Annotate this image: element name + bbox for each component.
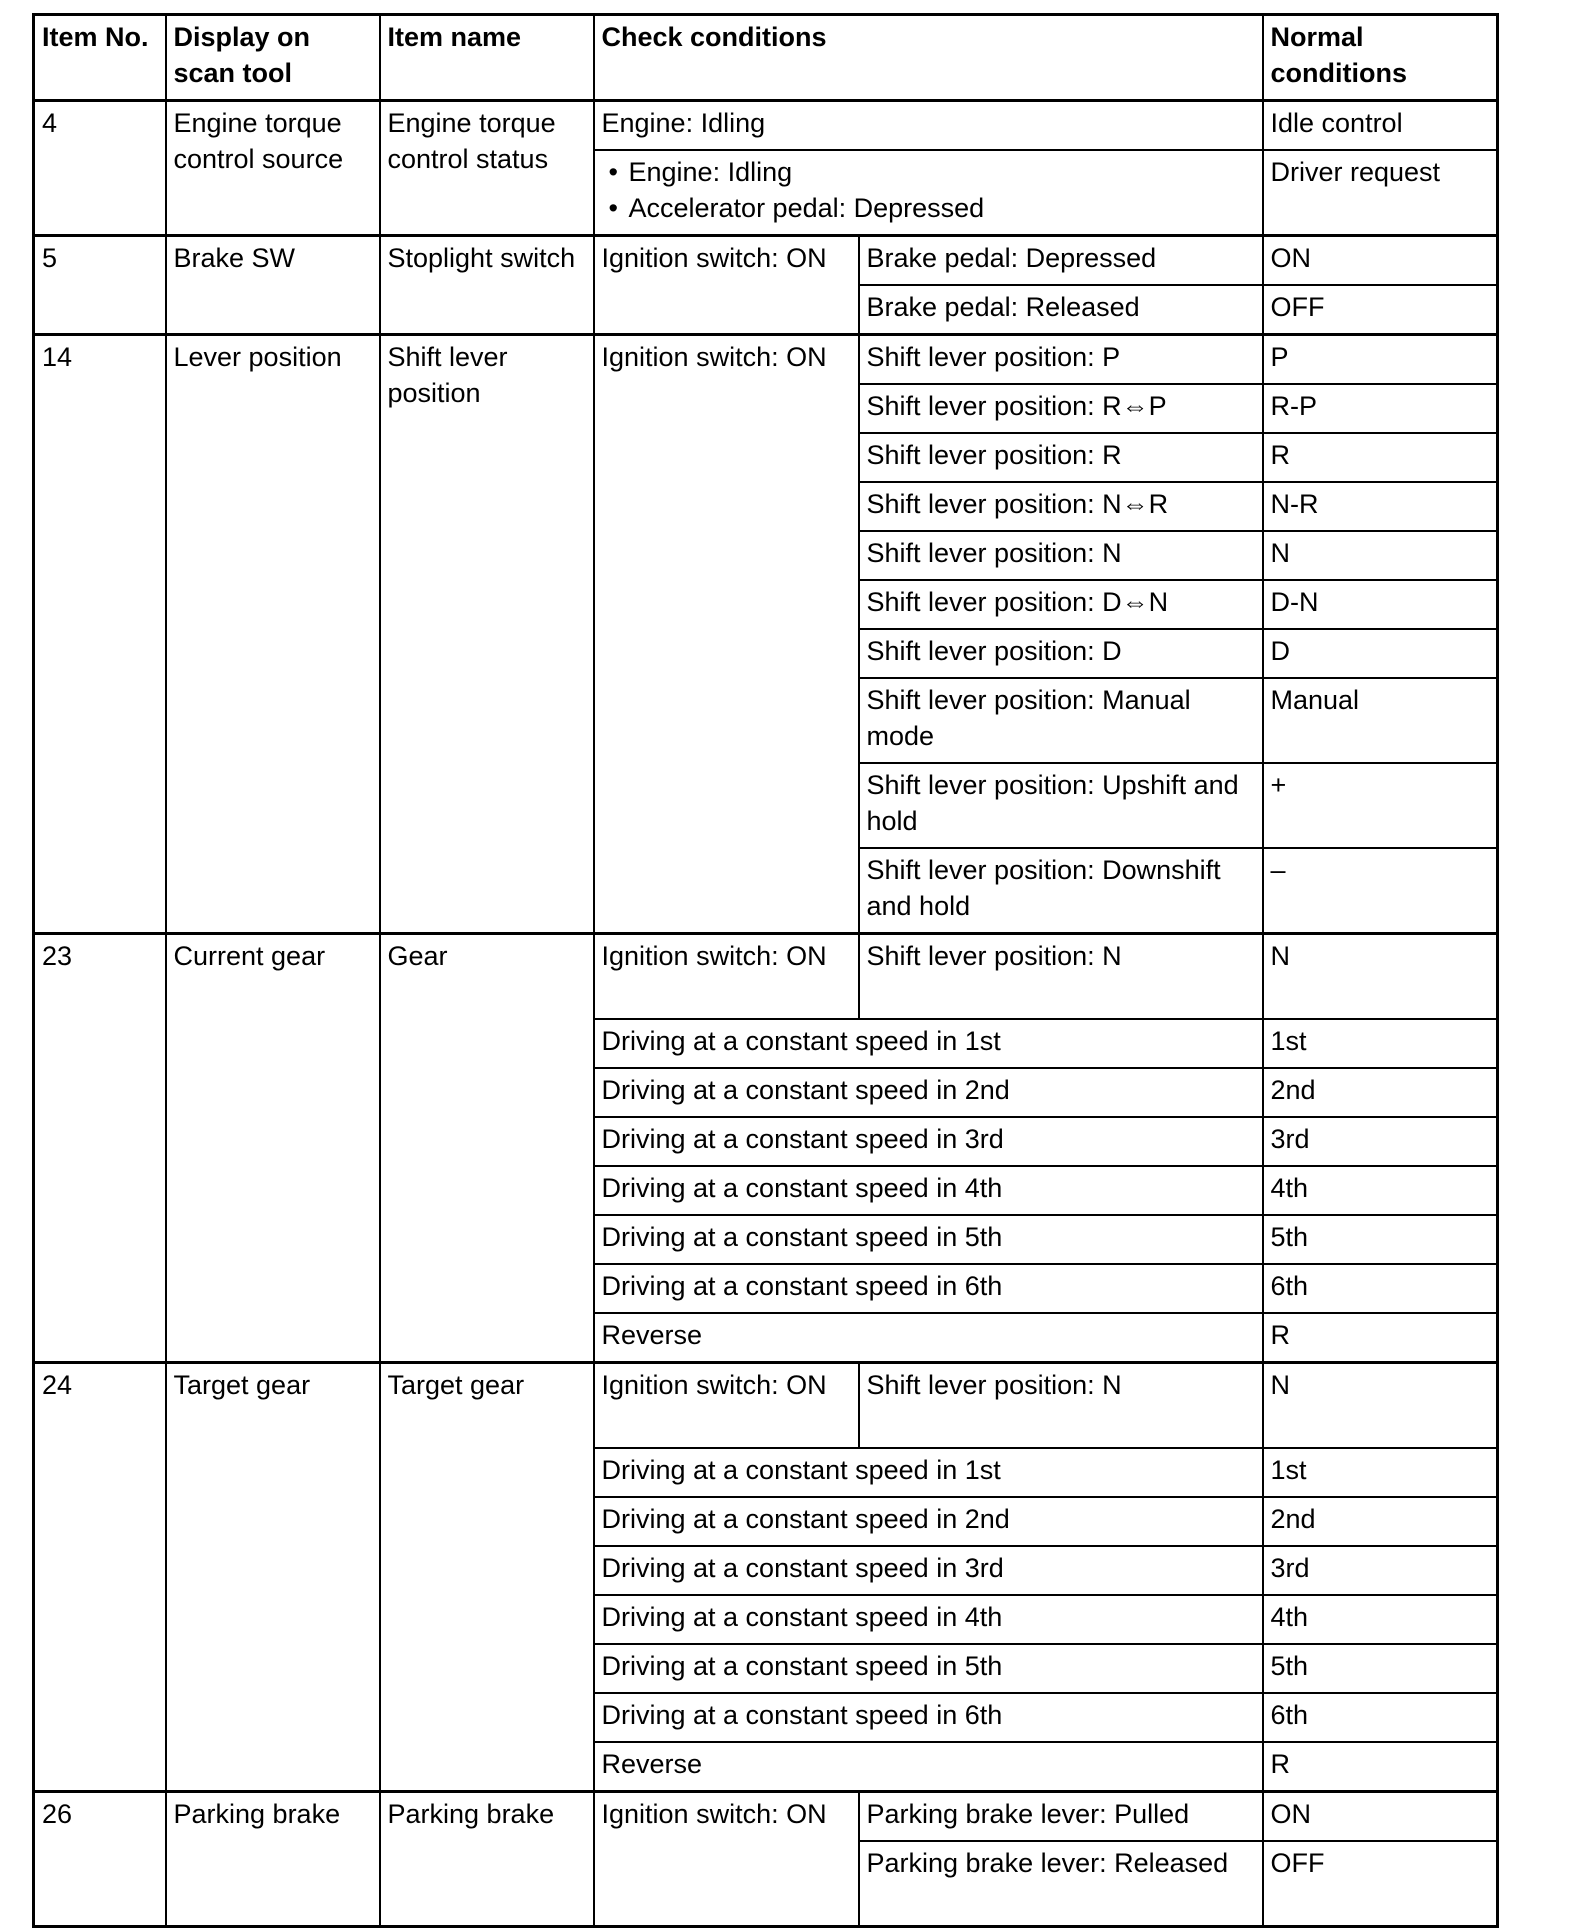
check-condition: Driving at a constant speed in 6th — [594, 1693, 1263, 1742]
normal-condition: OFF — [1263, 285, 1498, 335]
item-name: Parking brake — [380, 1792, 594, 1927]
normal-condition: R — [1263, 433, 1498, 482]
item-name: Target gear — [380, 1363, 594, 1792]
check-condition-sub: Shift lever position: Manual mode — [859, 678, 1263, 763]
check-condition: Driving at a constant speed in 5th — [594, 1215, 1263, 1264]
check-condition: Driving at a constant speed in 2nd — [594, 1497, 1263, 1546]
check-condition: Driving at a constant speed in 2nd — [594, 1068, 1263, 1117]
item-no: 26 — [34, 1792, 166, 1927]
header-row — [34, 15, 1498, 101]
table-row — [34, 1363, 1498, 1449]
check-condition: Driving at a constant speed in 4th — [594, 1166, 1263, 1215]
check-condition-sub: Shift lever position: Downshift and hold — [859, 848, 1263, 934]
display-on-scan-tool: Target gear — [166, 1363, 380, 1792]
check-condition-sub: Shift lever position: N — [859, 531, 1263, 580]
item-14-group — [34, 335, 1498, 934]
check-condition-sub: Shift lever position: N — [859, 934, 1263, 1020]
normal-condition: N-R — [1263, 482, 1498, 531]
normal-condition: + — [1263, 763, 1498, 848]
normal-condition: 5th — [1263, 1644, 1498, 1693]
check-condition-sub: Shift lever position: Upshift and hold — [859, 763, 1263, 848]
display-on-scan-tool: Current gear — [166, 934, 380, 1363]
check-condition-main: Ignition switch: ON — [594, 1363, 859, 1449]
normal-condition: R — [1263, 1742, 1498, 1792]
normal-condition: N — [1263, 934, 1498, 1020]
header-display: Display on scan tool — [166, 15, 380, 101]
normal-condition: Idle control — [1263, 101, 1498, 151]
display-on-scan-tool: Brake SW — [166, 236, 380, 335]
table-row — [34, 335, 1498, 385]
check-condition-sub: Shift lever position: P — [859, 335, 1263, 385]
normal-condition: 6th — [1263, 1264, 1498, 1313]
header-normal-conditions: Normal conditions — [1263, 15, 1498, 101]
table-row — [34, 934, 1498, 1020]
normal-condition: N — [1263, 1363, 1498, 1449]
check-condition-sub: Shift lever position: D⇔N — [859, 580, 1263, 629]
check-condition-sub: Shift lever position: D — [859, 629, 1263, 678]
item-name: Engine torque control status — [380, 101, 594, 236]
check-condition-sub: Shift lever position: R — [859, 433, 1263, 482]
normal-condition: Driver request — [1263, 150, 1498, 236]
table-row — [34, 101, 1498, 151]
check-condition: Driving at a constant speed in 6th — [594, 1264, 1263, 1313]
header-check-conditions: Check conditions — [594, 15, 1263, 101]
condition-bullet-list — [602, 154, 1255, 226]
normal-condition: D — [1263, 629, 1498, 678]
item-24-group — [34, 1363, 1498, 1792]
item-26-group — [34, 1792, 1498, 1927]
check-condition: Reverse — [594, 1742, 1263, 1792]
normal-condition: N — [1263, 531, 1498, 580]
check-condition — [594, 150, 1263, 236]
item-name: Gear — [380, 934, 594, 1363]
normal-condition: Manual — [1263, 678, 1498, 763]
item-no: 4 — [34, 101, 166, 236]
item-4-group — [34, 101, 1498, 236]
check-condition-main: Ignition switch: ON — [594, 1792, 859, 1927]
item-23-group — [34, 934, 1498, 1363]
normal-condition: 5th — [1263, 1215, 1498, 1264]
check-condition-sub: Shift lever position: N — [859, 1363, 1263, 1449]
check-condition: Driving at a constant speed in 5th — [594, 1644, 1263, 1693]
header-item-no: Item No. — [34, 15, 166, 101]
normal-condition: 2nd — [1263, 1497, 1498, 1546]
item-no: 14 — [34, 335, 166, 934]
display-on-scan-tool: Engine torque control source — [166, 101, 380, 236]
check-condition-sub: Parking brake lever: Released — [859, 1841, 1263, 1927]
normal-condition: ON — [1263, 1792, 1498, 1842]
table-row — [34, 236, 1498, 286]
item-name: Shift lever position — [380, 335, 594, 934]
normal-condition: 3rd — [1263, 1117, 1498, 1166]
check-condition: Engine: Idling — [594, 101, 1263, 151]
normal-condition: R-P — [1263, 384, 1498, 433]
check-condition-main: Ignition switch: ON — [594, 335, 859, 934]
check-condition: Driving at a constant speed in 4th — [594, 1595, 1263, 1644]
item-no: 5 — [34, 236, 166, 335]
normal-condition: 6th — [1263, 1693, 1498, 1742]
normal-condition: 4th — [1263, 1166, 1498, 1215]
display-on-scan-tool: Parking brake — [166, 1792, 380, 1927]
item-name: Stoplight switch — [380, 236, 594, 335]
normal-condition: 1st — [1263, 1448, 1498, 1497]
check-condition-main: Ignition switch: ON — [594, 236, 859, 335]
check-condition-sub: Brake pedal: Depressed — [859, 236, 1263, 286]
header-item-name: Item name — [380, 15, 594, 101]
check-condition: Driving at a constant speed in 1st — [594, 1448, 1263, 1497]
check-condition: Reverse — [594, 1313, 1263, 1363]
item-5-group — [34, 236, 1498, 335]
bullet-item: • Accelerator pedal: Depressed — [629, 190, 1255, 226]
check-condition: Driving at a constant speed in 1st — [594, 1019, 1263, 1068]
data-monitor-table — [32, 13, 1499, 1928]
item-no: 24 — [34, 1363, 166, 1792]
normal-condition: 4th — [1263, 1595, 1498, 1644]
check-condition-sub: Shift lever position: R⇔P — [859, 384, 1263, 433]
normal-condition: ON — [1263, 236, 1498, 286]
check-condition-sub: Parking brake lever: Pulled — [859, 1792, 1263, 1842]
check-condition-sub: Brake pedal: Released — [859, 285, 1263, 335]
table-row — [34, 1792, 1498, 1842]
normal-condition: 2nd — [1263, 1068, 1498, 1117]
check-condition-sub: Shift lever position: N⇔R — [859, 482, 1263, 531]
item-no: 23 — [34, 934, 166, 1363]
normal-condition: D-N — [1263, 580, 1498, 629]
normal-condition: P — [1263, 335, 1498, 385]
normal-condition: OFF — [1263, 1841, 1498, 1927]
check-condition-main: Ignition switch: ON — [594, 934, 859, 1020]
check-condition: Driving at a constant speed in 3rd — [594, 1117, 1263, 1166]
normal-condition: 1st — [1263, 1019, 1498, 1068]
check-condition: Driving at a constant speed in 3rd — [594, 1546, 1263, 1595]
normal-condition: – — [1263, 848, 1498, 934]
bullet-item: • Engine: Idling — [629, 154, 1255, 190]
display-on-scan-tool: Lever position — [166, 335, 380, 934]
normal-condition: R — [1263, 1313, 1498, 1363]
normal-condition: 3rd — [1263, 1546, 1498, 1595]
